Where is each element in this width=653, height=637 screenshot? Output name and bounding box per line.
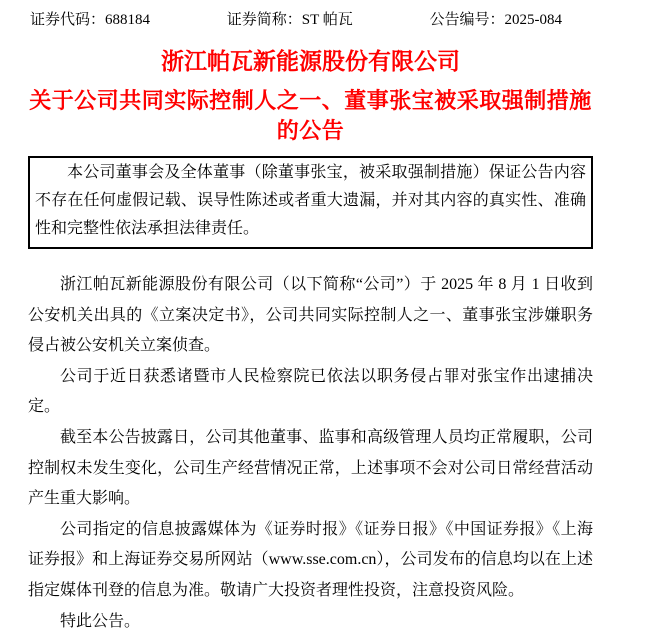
company-name-title: 浙江帕瓦新能源股份有限公司 <box>161 48 460 74</box>
stock-code-value: 688184 <box>105 12 151 28</box>
body-paragraph: 公司于近日获悉诸暨市人民检察院已依法以职务侵占罪对张宝作出逮捕决定。 <box>28 367 593 416</box>
stock-code-item <box>30 10 150 30</box>
disclaimer-box <box>28 156 593 249</box>
disclaimer-text: 本公司董事会及全体董事（除董事张宝，被采取强制措施）保证公告内容不存在任何虚假记载、误导性陈述或者重大遗漏，并对其内容的真实性、准确性和完整性依法承担法律责任。 <box>35 164 586 237</box>
announcement-body <box>28 270 593 637</box>
body-paragraph: 截至本公告披露日，公司其他董事、监事和高级管理人员均正常履职，公司控制权未发生变化，公司生产经营情况正常，上述事项不会对公司日常经营活动产生重大影响。 <box>28 428 593 508</box>
body-paragraph: 浙江帕瓦新能源股份有限公司（以下简称“公司”）于 2025 年 8 月 1 日收到公安机关出具的《立案决定书》，公司共同实际控制人之一、董事张宝涉嫌职务侵占被公安机关立案侦查。 <box>28 276 593 355</box>
stock-name-label: 证券简称： <box>226 12 302 28</box>
stock-code-label: 证券代码： <box>30 12 106 28</box>
announcement-no-item <box>429 10 562 30</box>
body-paragraph: 公司指定的信息披露媒体为《证券时报》《证券日报》《中国证券报》《上海证券报》和上海证券交易所网站（www.sse.com.cn），公司发布的信息均以在上述指定媒体刊登的信息为准。敬请广大投资者理性投资，注意投资风险。 <box>28 520 593 599</box>
body-paragraph: 特此公告。 <box>60 612 141 630</box>
announcement-subject-title: 关于公司共同实际控制人之一、董事张宝被采取强制措施的公告 <box>29 88 592 143</box>
stock-name-item <box>227 10 353 30</box>
document-header <box>28 10 562 30</box>
announcement-no-value: 2025-084 <box>504 12 562 28</box>
announcement-no-label: 公告编号： <box>429 12 505 28</box>
stock-name-value: ST 帕瓦 <box>301 12 353 28</box>
